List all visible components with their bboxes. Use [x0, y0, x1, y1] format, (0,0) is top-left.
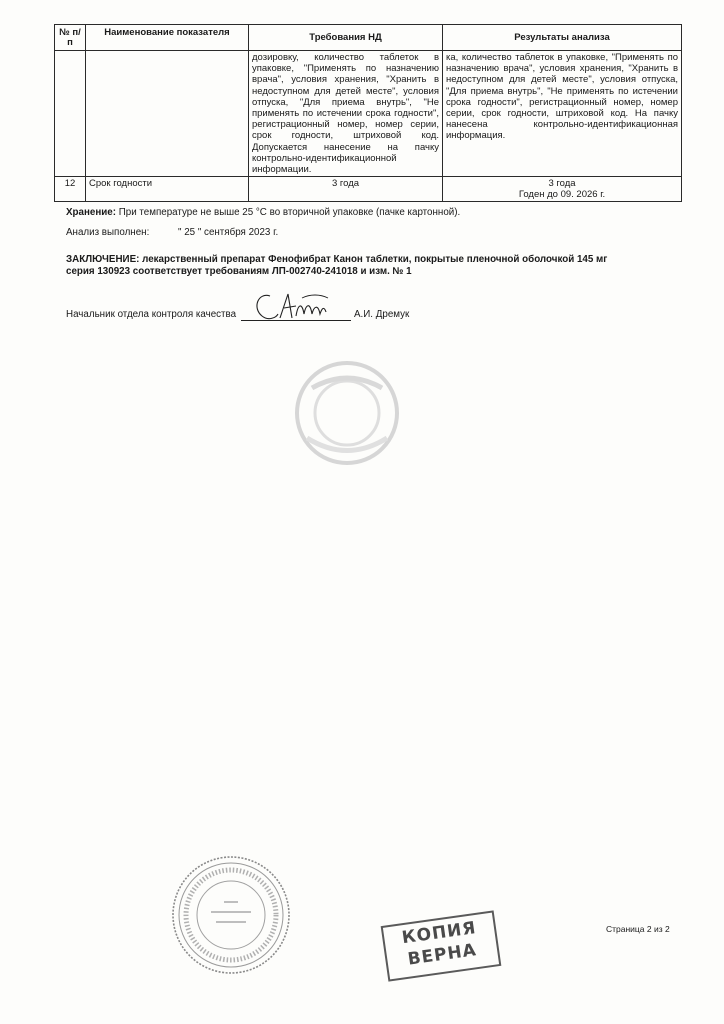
row-name [86, 51, 249, 177]
stamp-line-1: КОПИЯ [400, 918, 478, 949]
row-num: 12 [55, 177, 86, 202]
handwritten-signature [250, 288, 350, 329]
analysis-label: Анализ выполнен: [66, 227, 150, 238]
header-requirements: Требования НД [249, 25, 443, 51]
conclusion-line-2: серия 130923 соответствует требованиям ЛП-002740-241018 и изм. № 1 [66, 266, 412, 277]
row-requirement [249, 51, 443, 177]
storage-label: Хранение: [66, 207, 116, 218]
header-name: Наименование показателя [86, 25, 249, 51]
header-num: № п/п [55, 25, 86, 51]
requirement-text: дозировку, количество таблеток в упаковке, "Применять по назначению врача", условия хранения, "Хранить в недоступном для детей месте", условия отпуска, "Для приема внутрь", "Не применять по истечении срока годности", регистрационный номер, номер серии, срок годности, штриховой код. Допускается нанесение на пачку контрольно-идентификационной информации. [252, 52, 439, 176]
page-number: Страница 2 из 2 [606, 924, 670, 934]
signatory-name: А.И. Дремук [354, 309, 410, 320]
header-results: Результаты анализа [443, 25, 682, 51]
table-row [55, 177, 682, 202]
copy-verified-stamp [381, 910, 502, 981]
row-result [443, 51, 682, 177]
conclusion-line-1: ЗАКЛЮЧЕНИЕ: лекарственный препарат Фенофибрат Канон таблетки, покрытые пленочной оболочкой 145 мг [66, 254, 608, 265]
table-row [55, 51, 682, 177]
analysis-table [54, 24, 682, 202]
analysis-date: " 25 " сентября 2023 г. [178, 227, 279, 238]
table-header-row [55, 25, 682, 51]
row-num [55, 51, 86, 177]
row-requirement: 3 года [249, 177, 443, 202]
analysis-line [66, 227, 278, 239]
faint-seal-imprint [282, 358, 412, 473]
storage-line [66, 207, 460, 219]
row-result [443, 177, 682, 202]
analysis-table-container [54, 24, 681, 202]
row-name: Срок годности [86, 177, 249, 202]
result-line-1: 3 года [548, 178, 576, 190]
result-text: ка, количество таблеток в упаковке, "Применять по назначению врача", условия хранения, "Хранить в недоступном для детей месте", условия отпуска, "Для приема внутрь", "Не применять по истечении срока годности", регистрационный номер, номер серии, срок годности, штриховой код. На пачку нанесена контрольно-идентификационная информация. [446, 52, 678, 142]
round-seal [156, 850, 306, 985]
result-line-2: Годен до 09. 2026 г. [518, 189, 606, 201]
stamp-line-2: ВЕРНА [406, 940, 479, 970]
signatory-position: Начальник отдела контроля качества [66, 309, 237, 320]
storage-text: При температуре не выше 25 °С во вторичной упаковке (пачке картонной). [118, 207, 461, 218]
